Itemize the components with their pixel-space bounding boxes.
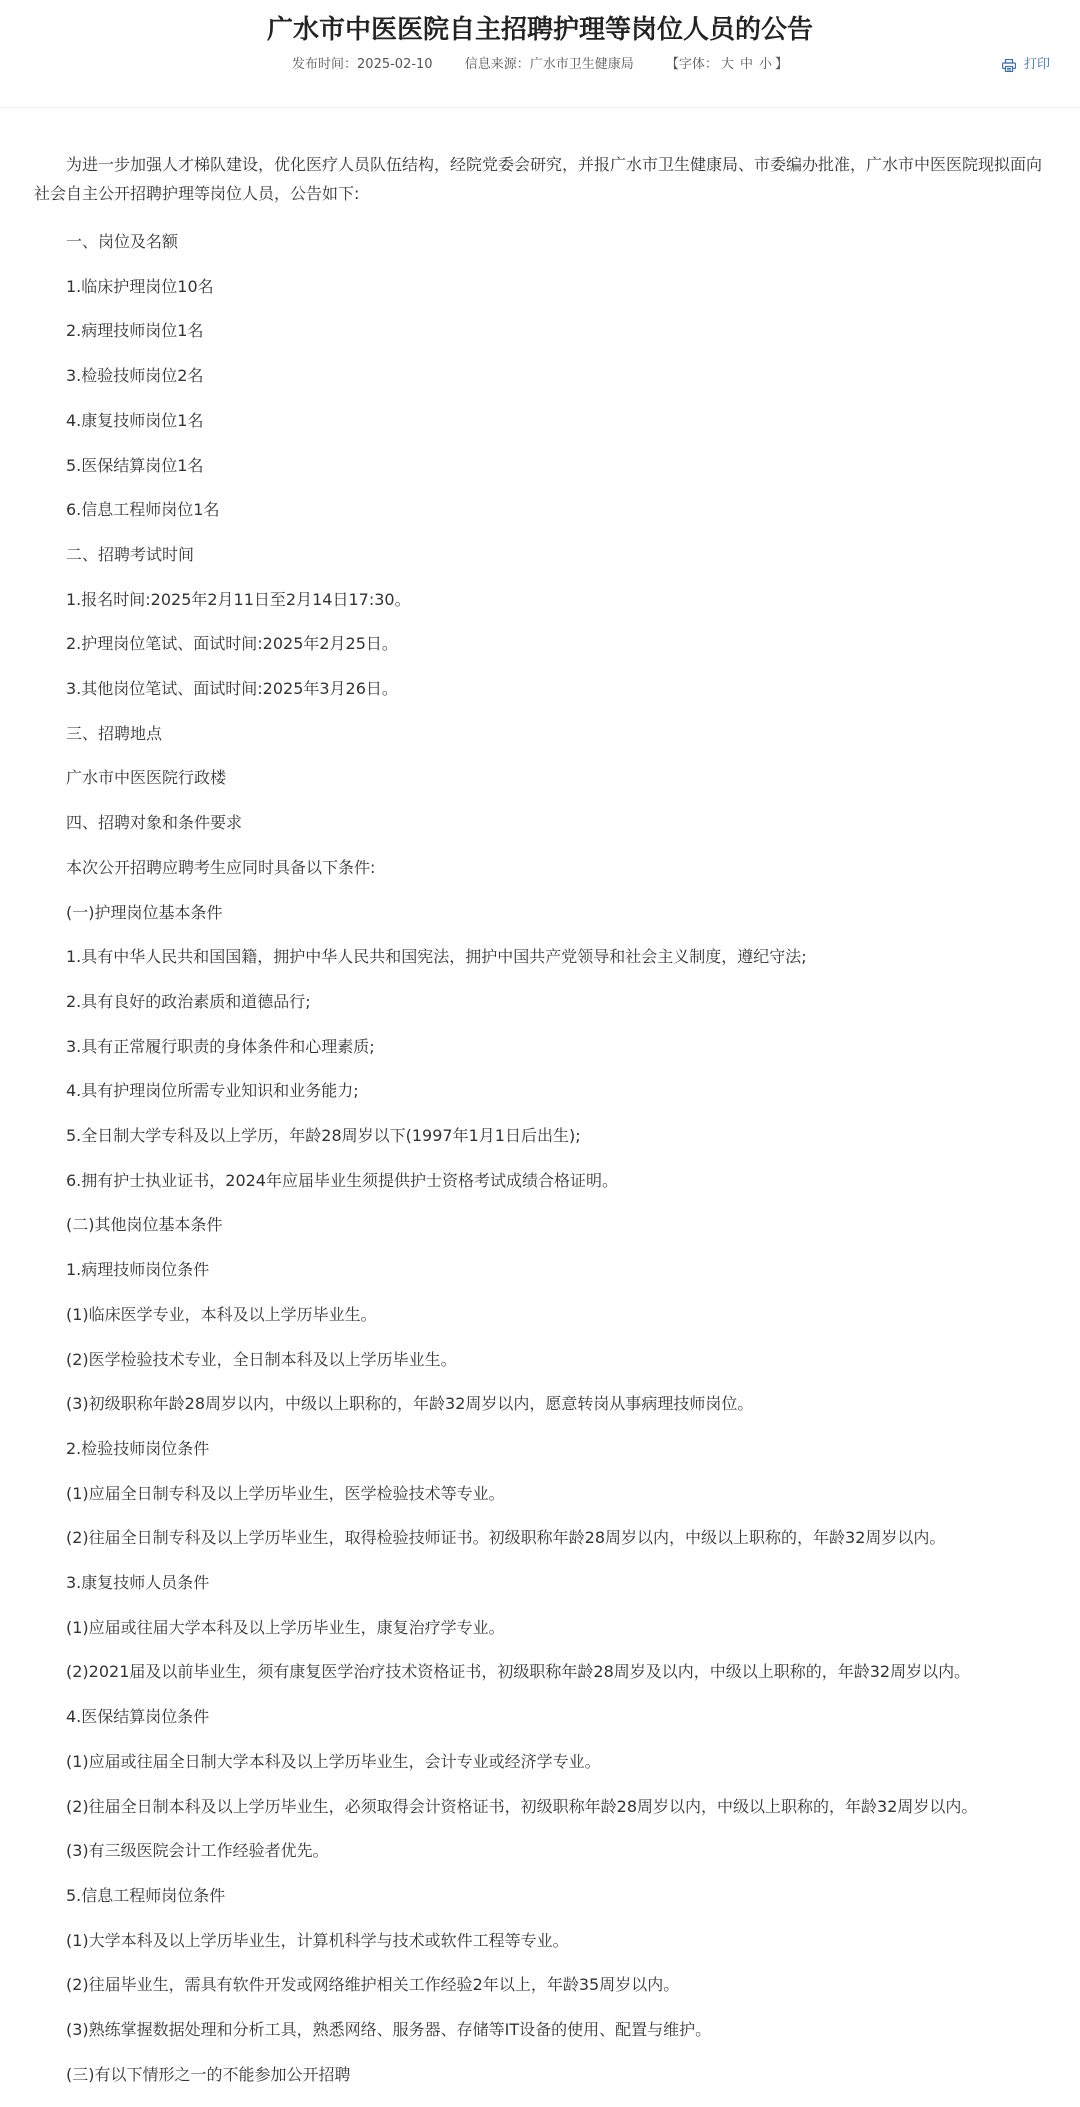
- article-line: 2.护理岗位笔试、面试时间:2025年2月25日。: [66, 634, 398, 653]
- article-line: 二、招聘考试时间: [66, 545, 195, 564]
- article-header: [0, 0, 1080, 108]
- article-line: (1)应届或往届全日制大学本科及以上学历毕业生，会计专业或经济学专业。: [66, 1752, 601, 1771]
- article-line: 本次公开招聘应聘考生应同时具备以下条件:: [66, 858, 376, 877]
- article-line: 2.病理技师岗位1名: [66, 321, 204, 340]
- article-line: (1)应届或往届大学本科及以上学历毕业生，康复治疗学专业。: [66, 1618, 505, 1637]
- article-line: (2)往届毕业生，需具有软件开发或网络维护相关工作经验2年以上，年龄35周岁以内。: [66, 1975, 680, 1994]
- article-line: (1)应届全日制专科及以上学历毕业生，医学检验技术等专业。: [66, 1484, 505, 1503]
- article-line: 一、岗位及名额: [66, 232, 179, 251]
- article-line: 3.具有正常履行职责的身体条件和心理素质;: [66, 1037, 375, 1056]
- page-title: 广水市中医医院自主招聘护理等岗位人员的公告: [266, 15, 813, 45]
- article-body: [0, 150, 1080, 208]
- printer-icon: [1002, 59, 1016, 72]
- article-line: 4.医保结算岗位条件: [66, 1707, 210, 1726]
- article-line: 4.具有护理岗位所需专业知识和业务能力;: [66, 1081, 359, 1100]
- print-button[interactable]: [1002, 56, 1050, 74]
- article-line: 3.检验技师岗位2名: [66, 366, 204, 385]
- font-open: 【字体：: [665, 57, 718, 72]
- article-meta: [0, 56, 1080, 74]
- article-line: (2)医学检验技术专业，全日制本科及以上学历毕业生。: [66, 1350, 457, 1369]
- article-line: 5.信息工程师岗位条件: [66, 1886, 226, 1905]
- article-line: 1.报名时间:2025年2月11日至2月14日17:30。: [66, 590, 411, 609]
- article-line: 三、招聘地点: [66, 724, 163, 743]
- article-line: 2.检验技师岗位条件: [66, 1439, 210, 1458]
- intro-paragraph: 为进一步加强人才梯队建设，优化医疗人员队伍结构，经院党委会研究，并报广水市卫生健康局、市委编办批准，广水市中医医院现拟面向社会自主公开招聘护理等岗位人员，公告如下:: [34, 155, 1043, 203]
- article-line: (1)临床医学专业，本科及以上学历毕业生。: [66, 1305, 377, 1324]
- font-small-button[interactable]: 小: [758, 57, 772, 72]
- article-line: 6.拥有护士执业证书，2024年应届毕业生须提供护士资格考试成绩合格证明。: [66, 1171, 618, 1190]
- article-line: 4.康复技师岗位1名: [66, 411, 204, 430]
- article-line: 1.临床护理岗位10名: [66, 277, 214, 296]
- article-line: (2)往届全日制专科及以上学历毕业生，取得检验技师证书。初级职称年龄28周岁以内，中级以上职称的，年龄32周岁以内。: [66, 1528, 946, 1547]
- publish-label: 发布时间：: [292, 57, 358, 72]
- source-value: 广水市卫生健康局: [529, 57, 634, 72]
- source-label: 信息来源：: [464, 57, 530, 72]
- article-line: 3.康复技师人员条件: [66, 1573, 210, 1592]
- font-medium-button[interactable]: 中: [739, 57, 753, 72]
- print-label: 打印: [1023, 57, 1050, 72]
- article-line: 广水市中医医院行政楼: [66, 768, 227, 787]
- font-size-selector: [666, 56, 788, 74]
- article-line: 6.信息工程师岗位1名: [66, 500, 220, 519]
- article-line: (2)2021届及以前毕业生，须有康复医学治疗技术资格证书，初级职称年龄28周岁及以内，中级以上职称的，年龄32周岁以内。: [66, 1662, 971, 1681]
- article-line: (1)大学本科及以上学历毕业生，计算机科学与技术或软件工程等专业。: [66, 1931, 569, 1950]
- article-line: 四、招聘对象和条件要求: [66, 813, 243, 832]
- article-line: (3)熟练掌握数据处理和分析工具，熟悉网络、服务器、存储等IT设备的使用、配置与维护。: [66, 2020, 712, 2039]
- article-line: 5.医保结算岗位1名: [66, 456, 204, 475]
- article-line: (一)护理岗位基本条件: [66, 903, 223, 922]
- article-line: 3.其他岗位笔试、面试时间:2025年3月26日。: [66, 679, 398, 698]
- article-line: (3)初级职称年龄28周岁以内，中级以上职称的，年龄32周岁以内，愿意转岗从事病理技师岗位。: [66, 1394, 754, 1413]
- article-line: (三)有以下情形之一的不能参加公开招聘: [66, 2065, 351, 2084]
- article-line: 5.全日制大学专科及以上学历，年龄28周岁以下(1997年1月1日后出生);: [66, 1126, 581, 1145]
- article-line: 1.具有中华人民共和国国籍，拥护中华人民共和国宪法，拥护中国共产党领导和社会主义制度，遵纪守法;: [66, 947, 807, 966]
- source-info: [465, 56, 634, 74]
- article-line: (二)其他岗位基本条件: [66, 1215, 223, 1234]
- font-close: 】: [774, 57, 788, 72]
- publish-info: [292, 56, 433, 74]
- article-line: 2.具有良好的政治素质和道德品行;: [66, 992, 311, 1011]
- article-line: (2)往届全日制本科及以上学历毕业生，必须取得会计资格证书，初级职称年龄28周岁以内，中级以上职称的，年龄32周岁以内。: [66, 1797, 978, 1816]
- font-large-button[interactable]: 大: [720, 57, 734, 72]
- publish-date: 2025-02-10: [357, 57, 433, 72]
- article-line: (3)有三级医院会计工作经验者优先。: [66, 1841, 329, 1860]
- article-line: 1.病理技师岗位条件: [66, 1260, 210, 1279]
